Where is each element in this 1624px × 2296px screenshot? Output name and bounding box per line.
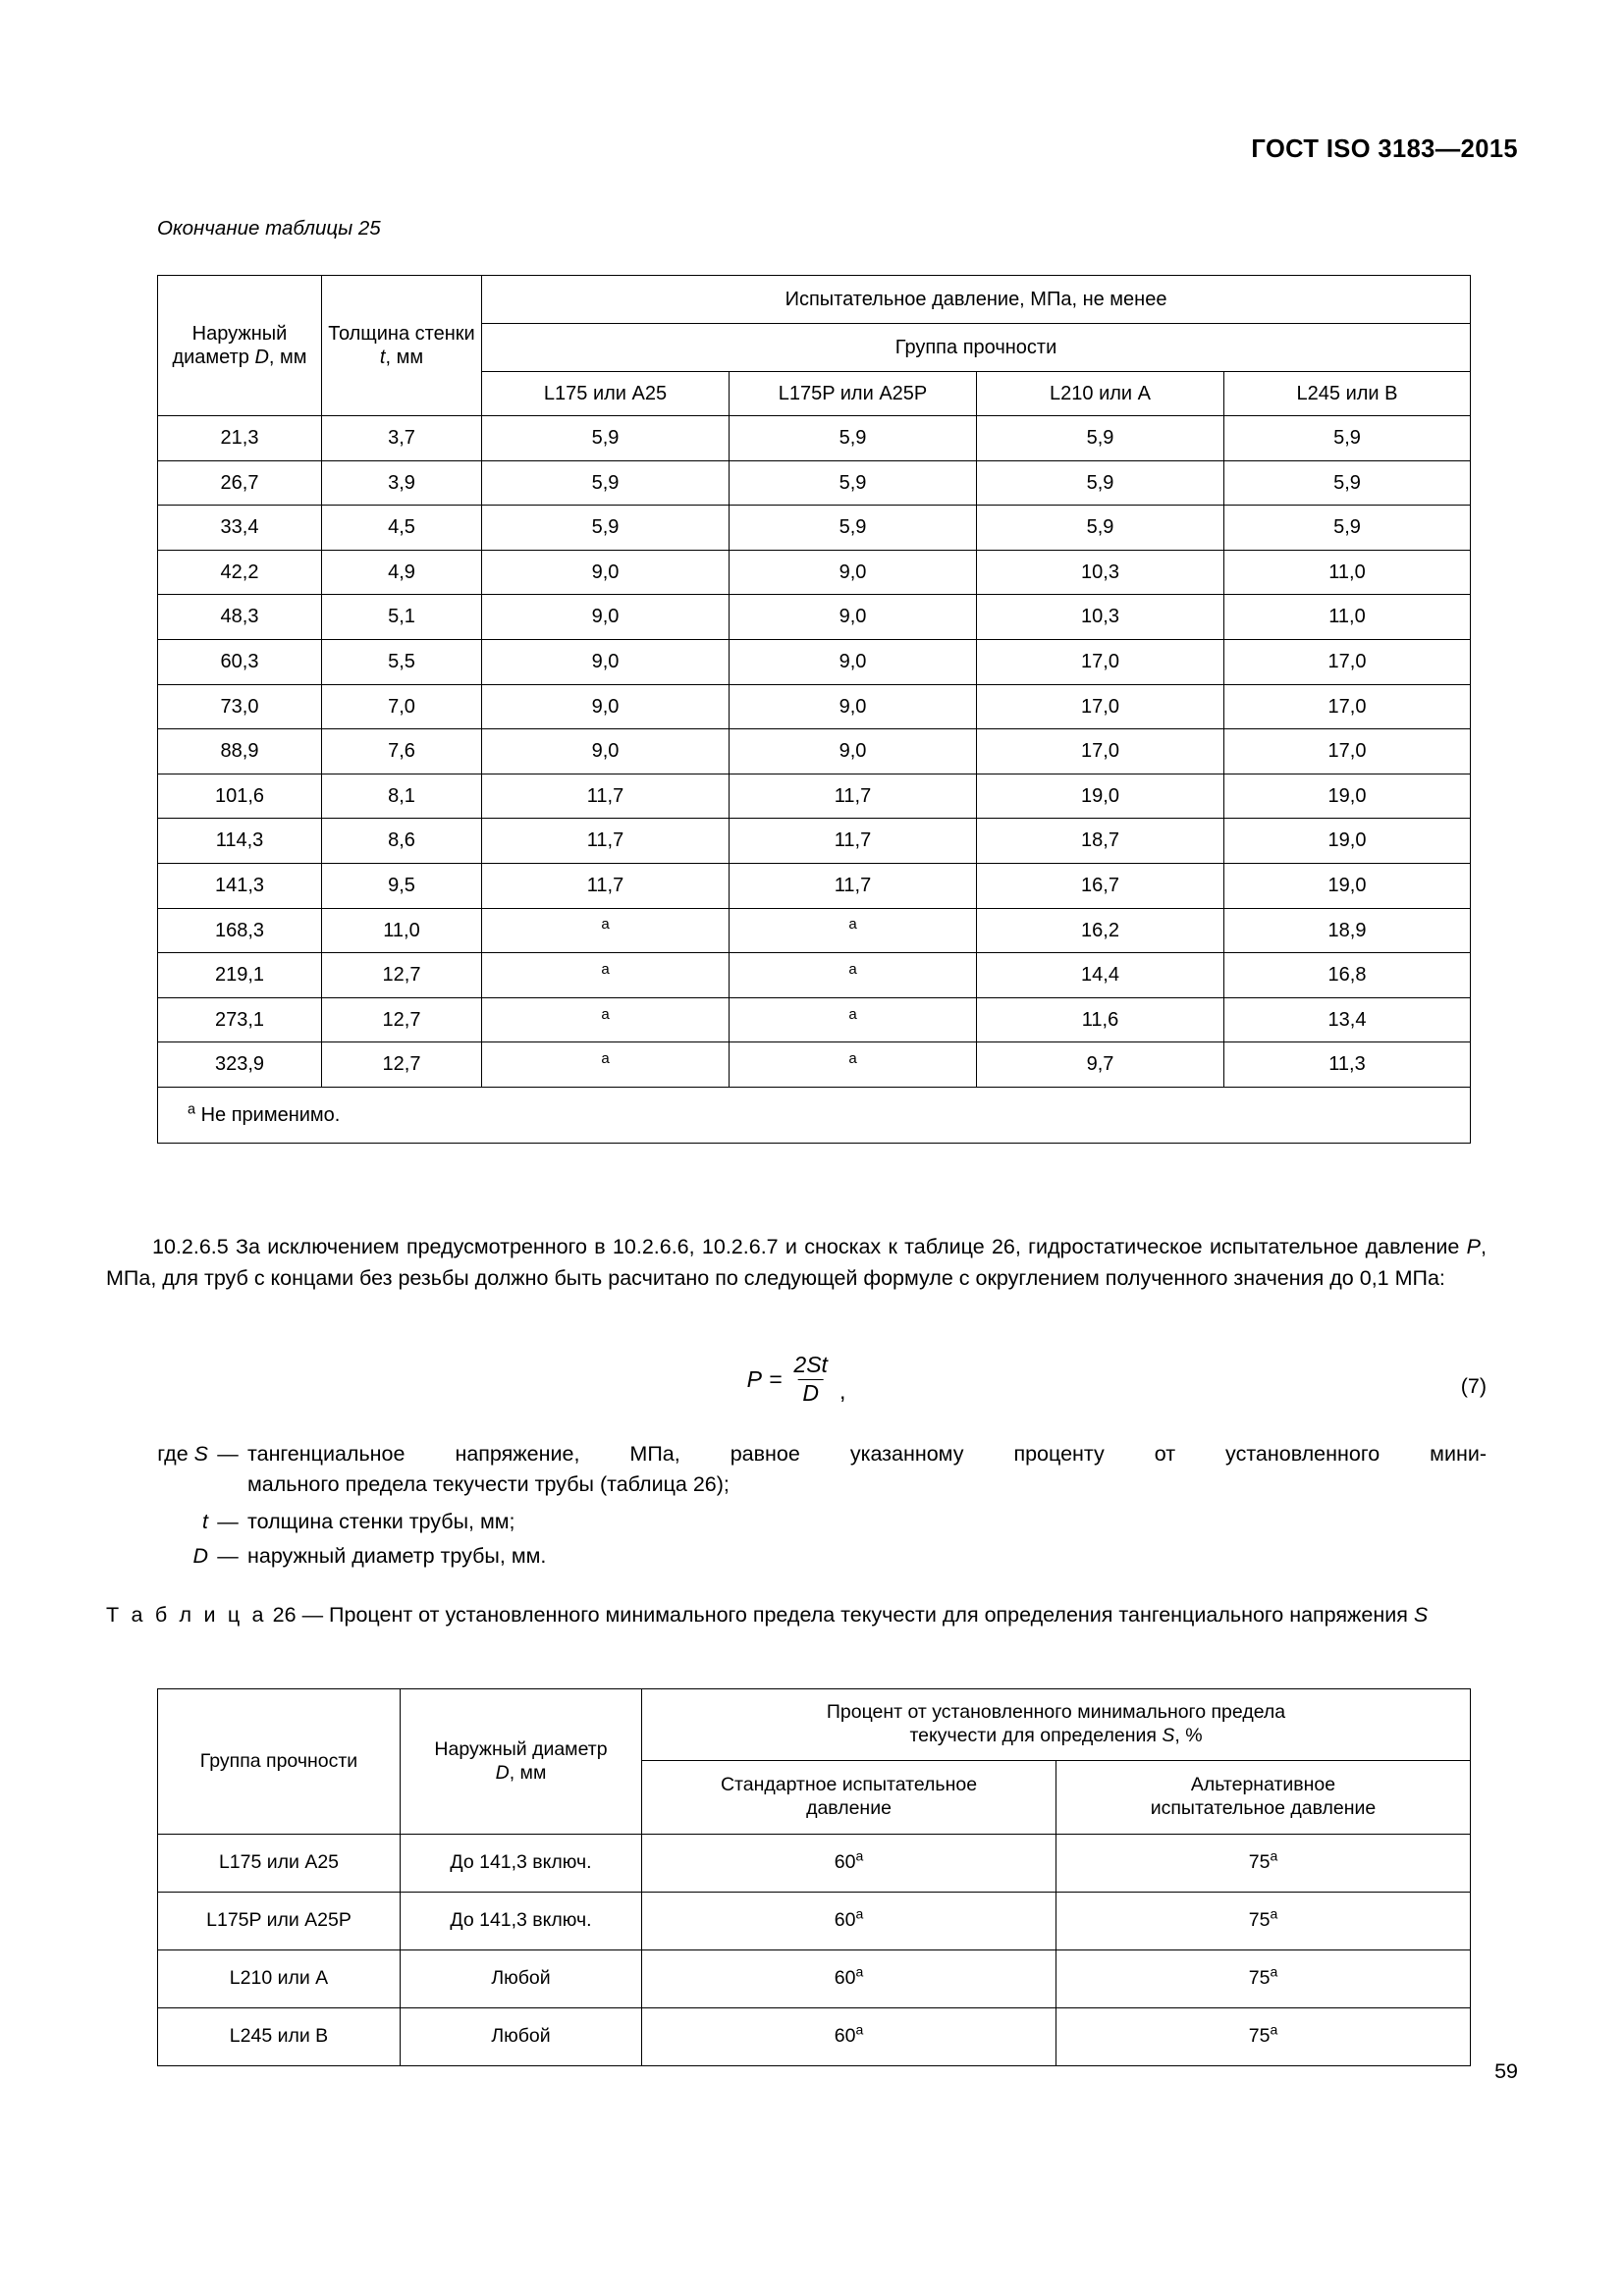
cell-strength-group: L175 или A25 — [158, 1835, 401, 1893]
formula-block — [106, 1353, 1487, 1431]
cell-pressure-l175p: a — [730, 992, 977, 1038]
header-outer-diameter-line2: диаметр D, мм — [172, 347, 307, 368]
cell-pressure-l210: 17,0 — [977, 729, 1224, 774]
header-test-pressure: Испытательное давление, МПа, не менее — [482, 276, 1471, 324]
cell-outer-diameter: 88,9 — [158, 729, 322, 774]
cell-pressure-l210: 14,4 — [977, 953, 1224, 998]
header-percent-line2: текучести для определения S, % — [909, 1725, 1203, 1746]
definitions-list — [106, 1439, 1487, 1573]
cell-outer-diameter: 168,3 — [158, 908, 322, 953]
cell-pressure-l175p: 9,0 — [730, 550, 977, 595]
cell-pressure-l245: 5,9 — [1224, 506, 1471, 551]
table-row — [158, 1835, 1471, 1893]
cell-pressure-l175p: 11,7 — [730, 863, 977, 908]
header-grade-l210-a: L210 или A — [977, 372, 1224, 416]
cell-outer-diameter: 60,3 — [158, 639, 322, 684]
table-row — [158, 819, 1471, 864]
table-26-caption-dash: — — [301, 1603, 324, 1627]
header-grade-l175p-a25p: L175P или A25P — [730, 372, 977, 416]
definition-text-t: толщина стенки трубы, мм; — [247, 1509, 515, 1533]
cell-pressure-l210: 10,3 — [977, 595, 1224, 640]
cell-pressure-l245: 11,0 — [1224, 595, 1471, 640]
header-alternative-test-pressure — [1056, 1761, 1471, 1835]
header-wall-thickness — [322, 276, 482, 416]
cell-pressure-l175: 5,9 — [482, 416, 730, 461]
cell-pressure-l175: 9,0 — [482, 595, 730, 640]
table-26-caption-number: 26 — [272, 1603, 297, 1627]
clause-text: 10.2.6.5 За исключением предусмотренного в 10.2.6.6, 10.2.6.7 и сносках к таблице 26, гидростатическое испытательное давление P, МПа, для труб с концами без резьбы должно быть расчитано по следующей формуле с округлением полученного значения до 0,1 МПа: — [106, 1235, 1487, 1291]
table-row — [158, 639, 1471, 684]
table-row — [158, 506, 1471, 551]
definition-item-d — [106, 1541, 1487, 1572]
cell-pressure-l210: 19,0 — [977, 774, 1224, 819]
table-26-header-row-1 — [158, 1689, 1471, 1761]
cell-alternative-value: 75 — [1248, 1967, 1271, 1990]
definition-text-s — [247, 1439, 1487, 1469]
header-grade-l175-a25: L175 или A25 — [482, 372, 730, 416]
cell-pressure-l175: 5,9 — [482, 506, 730, 551]
cell-pressure-l175: 9,0 — [482, 550, 730, 595]
cell-standard-value: 60 — [834, 1851, 856, 1874]
cell-alternative-percent — [1056, 1893, 1471, 1950]
table-25-continuation-label: Окончание таблицы 25 — [157, 217, 381, 240]
formula-numerator: 2St — [793, 1352, 828, 1377]
cell-alternative-value: 75 — [1248, 2025, 1271, 2048]
cell-outer-diameter: 114,3 — [158, 819, 322, 864]
table-row — [158, 774, 1471, 819]
definition-lead-t: t — [202, 1509, 208, 1533]
cell-outer-diameter: 26,7 — [158, 460, 322, 506]
cell-alternative-percent — [1056, 1835, 1471, 1893]
header-outer-diameter — [158, 276, 322, 416]
cell-standard-value: 60 — [834, 1909, 856, 1932]
formula-trailing-comma: , — [839, 1377, 846, 1404]
cell-pressure-l245: 18,9 — [1224, 908, 1471, 953]
cell-pressure-l245: 19,0 — [1224, 819, 1471, 864]
cell-outer-diameter: 141,3 — [158, 863, 322, 908]
cell-pressure-l175p: 9,0 — [730, 729, 977, 774]
cell-wall-thickness: 12,7 — [322, 953, 482, 998]
cell-pressure-l245: 11,0 — [1224, 550, 1471, 595]
footnote-marker: a — [188, 1101, 196, 1118]
cell-alternative-value: 75 — [1248, 1851, 1271, 1874]
cell-pressure-l175: a — [482, 903, 730, 948]
table-row — [158, 997, 1471, 1042]
cell-pressure-l175: 11,7 — [482, 819, 730, 864]
formula-denominator: D — [797, 1379, 824, 1407]
header-strength-group: Группа прочности — [158, 1689, 401, 1835]
cell-pressure-l245: 5,9 — [1224, 416, 1471, 461]
footnote-marker: a — [855, 2021, 864, 2038]
table-row — [158, 460, 1471, 506]
header-standard-test-pressure — [642, 1761, 1056, 1835]
cell-pressure-l175: 11,7 — [482, 774, 730, 819]
cell-pressure-l245: 17,0 — [1224, 729, 1471, 774]
table-25-test-pressure — [157, 275, 1471, 1144]
cell-pressure-l175: a — [482, 1038, 730, 1083]
definition-dash: — — [217, 1509, 239, 1533]
footnote-marker: a — [1270, 1905, 1278, 1922]
header-wall-thickness-line1: Толщина стенки — [328, 322, 475, 345]
cell-outer-diameter: 48,3 — [158, 595, 322, 640]
cell-outer-diameter: 101,6 — [158, 774, 322, 819]
cell-pressure-l210: 10,3 — [977, 550, 1224, 595]
cell-strength-group: L245 или B — [158, 2008, 401, 2066]
cell-standard-value: 60 — [834, 2025, 856, 2048]
footnote-marker: a — [1270, 1847, 1278, 1864]
cell-strength-group: L175P или A25P — [158, 1893, 401, 1950]
definition-item-t — [106, 1507, 1487, 1537]
cell-strength-group: L210 или A — [158, 1950, 401, 2008]
cell-outer-diameter: 33,4 — [158, 506, 322, 551]
definition-text-d: наружный диаметр трубы, мм. — [247, 1544, 547, 1569]
cell-outer-diameter: До 141,3 включ. — [401, 1835, 642, 1893]
formula-fraction — [788, 1353, 833, 1407]
cell-wall-thickness: 12,7 — [322, 1042, 482, 1088]
table-25-header-row-1 — [158, 276, 1471, 324]
cell-wall-thickness: 3,9 — [322, 460, 482, 506]
table-26-caption-prefix: Т а б л и ц а — [106, 1603, 267, 1627]
definition-text-s-line2: мального предела текучести трубы (таблица 26); — [247, 1472, 730, 1497]
cell-wall-thickness: 9,5 — [322, 863, 482, 908]
table-row — [158, 953, 1471, 998]
formula-7 — [747, 1353, 846, 1407]
table-row — [158, 1893, 1471, 1950]
cell-standard-value: 60 — [834, 1967, 856, 1990]
definition-dash: — — [217, 1442, 239, 1466]
cell-pressure-l175: 9,0 — [482, 639, 730, 684]
formula-lhs: P — [746, 1365, 762, 1392]
definition-dash: — — [217, 1544, 239, 1569]
cell-pressure-l175: 5,9 — [482, 460, 730, 506]
cell-wall-thickness: 4,5 — [322, 506, 482, 551]
cell-pressure-l245: 5,9 — [1224, 460, 1471, 506]
header-grade-l245-b: L245 или B — [1224, 372, 1471, 416]
footnote-text: Не применимо. — [200, 1103, 341, 1126]
footnote-marker: a — [1270, 2021, 1278, 2038]
table-row — [158, 416, 1471, 461]
cell-pressure-l210: 5,9 — [977, 506, 1224, 551]
header-standard-line2: давление — [806, 1797, 892, 1819]
table-row — [158, 863, 1471, 908]
table-26-caption-text: Процент от установленного минимального предела текучести для определения тангенциального напряжения S — [329, 1603, 1429, 1627]
cell-wall-thickness: 7,6 — [322, 729, 482, 774]
cell-pressure-l245: 19,0 — [1224, 774, 1471, 819]
table-row — [158, 2008, 1471, 2066]
cell-alternative-percent — [1056, 1950, 1471, 2008]
definition-item-s — [106, 1439, 1487, 1469]
cell-wall-thickness: 7,0 — [322, 684, 482, 729]
cell-pressure-l210: 18,7 — [977, 819, 1224, 864]
cell-standard-percent — [642, 1835, 1056, 1893]
cell-wall-thickness: 12,7 — [322, 997, 482, 1042]
header-outer-diameter — [401, 1689, 642, 1835]
cell-pressure-l175: a — [482, 992, 730, 1038]
cell-pressure-l245: 17,0 — [1224, 684, 1471, 729]
footnote-marker: a — [855, 1905, 864, 1922]
cell-pressure-l175: 9,0 — [482, 729, 730, 774]
cell-pressure-l210: 5,9 — [977, 416, 1224, 461]
clause-10-2-6-5-paragraph — [106, 1231, 1487, 1295]
table-row — [158, 550, 1471, 595]
cell-outer-diameter: 21,3 — [158, 416, 322, 461]
cell-pressure-l175p: a — [730, 903, 977, 948]
cell-pressure-l175p: 11,7 — [730, 774, 977, 819]
cell-outer-diameter: 273,1 — [158, 997, 322, 1042]
table-25-footnote-row — [158, 1087, 1471, 1143]
table-25-footnote — [158, 1087, 1471, 1143]
cell-pressure-l175: 9,0 — [482, 684, 730, 729]
cell-wall-thickness: 8,6 — [322, 819, 482, 864]
cell-standard-percent — [642, 1950, 1056, 2008]
cell-pressure-l175p: 9,0 — [730, 595, 977, 640]
cell-pressure-l245: 17,0 — [1224, 639, 1471, 684]
header-alternative-line2: испытательное давление — [1150, 1797, 1377, 1819]
cell-pressure-l175p: 5,9 — [730, 416, 977, 461]
cell-pressure-l175p: 9,0 — [730, 639, 977, 684]
cell-wall-thickness: 3,7 — [322, 416, 482, 461]
header-percent-line1: Процент от установленного минимального предела — [826, 1701, 1286, 1724]
cell-pressure-l175p: 5,9 — [730, 460, 977, 506]
equation-number: (7) — [1460, 1374, 1487, 1398]
header-outer-diameter-line2: D, мм — [495, 1761, 547, 1784]
cell-pressure-l245: 16,8 — [1224, 953, 1471, 998]
cell-pressure-l175p: 5,9 — [730, 506, 977, 551]
footnote-marker: a — [855, 1847, 864, 1864]
table-row — [158, 908, 1471, 953]
cell-pressure-l210: 16,7 — [977, 863, 1224, 908]
header-percent-of-yield — [642, 1689, 1471, 1761]
cell-outer-diameter: До 141,3 включ. — [401, 1893, 642, 1950]
table-26-yield-percent — [157, 1688, 1471, 2066]
cell-outer-diameter: 323,9 — [158, 1042, 322, 1088]
cell-pressure-l245: 13,4 — [1224, 997, 1471, 1042]
cell-outer-diameter: 42,2 — [158, 550, 322, 595]
cell-pressure-l245: 11,3 — [1224, 1042, 1471, 1088]
table-row — [158, 729, 1471, 774]
cell-pressure-l175p: 9,0 — [730, 684, 977, 729]
cell-pressure-l175: 11,7 — [482, 863, 730, 908]
footnote-marker: a — [855, 1963, 864, 1980]
cell-pressure-l175p: a — [730, 1038, 977, 1083]
table-26-caption — [106, 1600, 1487, 1631]
cell-pressure-l210: 5,9 — [977, 460, 1224, 506]
table-row — [158, 595, 1471, 640]
cell-pressure-l210: 9,7 — [977, 1042, 1224, 1088]
cell-outer-diameter: 219,1 — [158, 953, 322, 998]
cell-alternative-value: 75 — [1248, 1909, 1271, 1932]
page-header-standard-number: ГОСТ ISO 3183—2015 — [1251, 135, 1518, 163]
cell-pressure-l210: 16,2 — [977, 908, 1224, 953]
header-alternative-line1: Альтернативное — [1190, 1774, 1336, 1796]
cell-pressure-l210: 17,0 — [977, 684, 1224, 729]
header-wall-thickness-line2: t, мм — [379, 347, 424, 368]
footnote-marker: a — [1270, 1963, 1278, 1980]
header-outer-diameter-line1: Наружный — [191, 322, 288, 345]
cell-wall-thickness: 8,1 — [322, 774, 482, 819]
header-outer-diameter-line1: Наружный диаметр — [434, 1737, 608, 1760]
cell-pressure-l210: 17,0 — [977, 639, 1224, 684]
cell-pressure-l175p: 11,7 — [730, 819, 977, 864]
cell-pressure-l175p: a — [730, 947, 977, 992]
cell-standard-percent — [642, 1893, 1056, 1950]
table-row — [158, 1042, 1471, 1088]
cell-outer-diameter: Любой — [401, 1950, 642, 2008]
definition-lead-d: D — [192, 1544, 208, 1569]
cell-wall-thickness: 5,1 — [322, 595, 482, 640]
definition-text-s-line1: тангенциальное напряжение, МПа, равное указанному проценту от установленного мини- — [247, 1442, 1487, 1466]
header-standard-line1: Стандартное испытательное — [720, 1774, 978, 1796]
cell-alternative-percent — [1056, 2008, 1471, 2066]
cell-pressure-l210: 11,6 — [977, 997, 1224, 1042]
cell-standard-percent — [642, 2008, 1056, 2066]
table-row — [158, 1950, 1471, 2008]
cell-wall-thickness: 11,0 — [322, 908, 482, 953]
page-number: 59 — [1494, 2059, 1518, 2083]
definition-lead-s: где S — [157, 1442, 208, 1466]
cell-wall-thickness: 5,5 — [322, 639, 482, 684]
header-strength-group: Группа прочности — [482, 324, 1471, 372]
cell-outer-diameter: Любой — [401, 2008, 642, 2066]
cell-wall-thickness: 4,9 — [322, 550, 482, 595]
table-row — [158, 684, 1471, 729]
formula-equals: = — [768, 1365, 783, 1392]
cell-pressure-l175: a — [482, 947, 730, 992]
cell-outer-diameter: 73,0 — [158, 684, 322, 729]
cell-pressure-l245: 19,0 — [1224, 863, 1471, 908]
